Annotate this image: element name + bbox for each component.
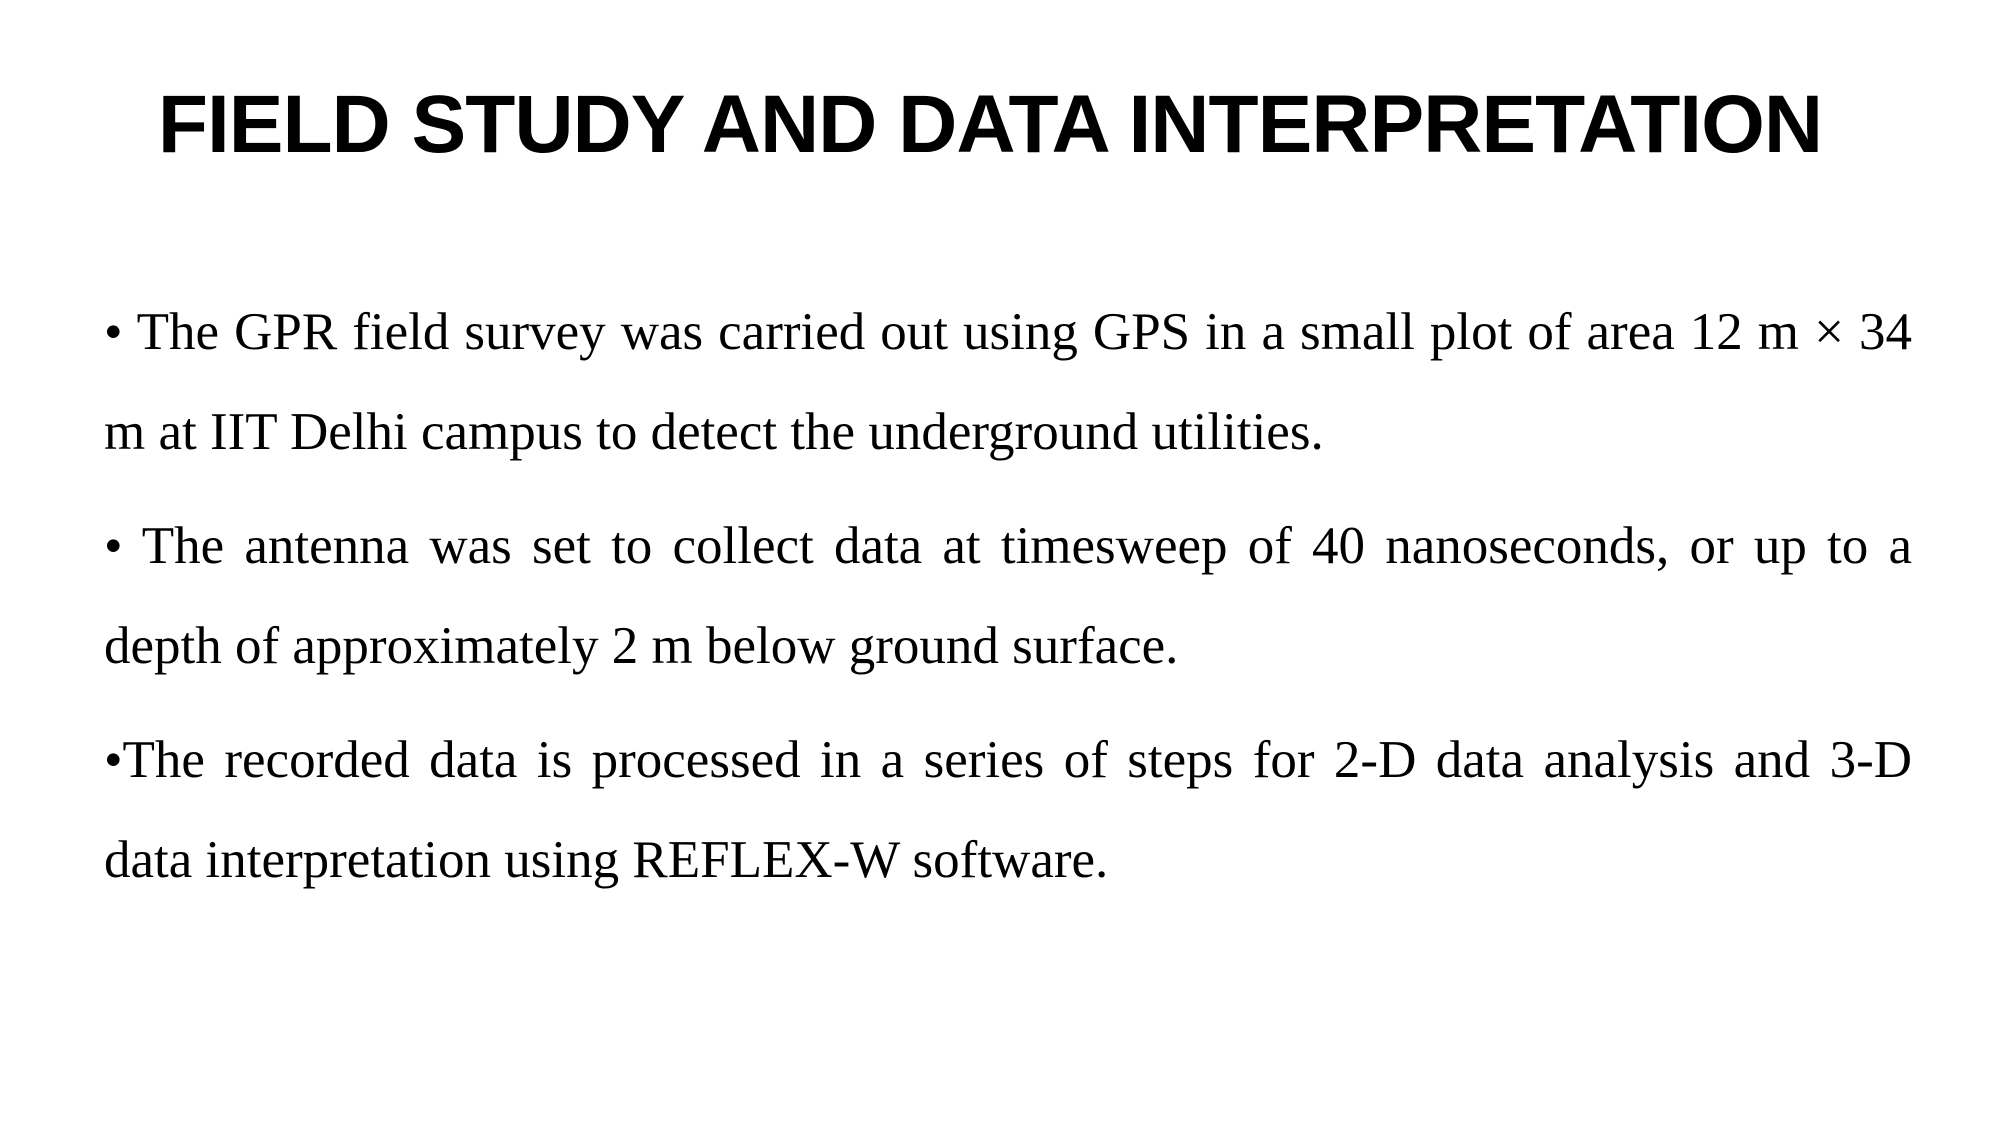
bullet-item: •The recorded data is processed in a series of steps for 2-D data analysis and 3-D data interpretation using REFLEX-W software. [104,731,1912,889]
bullet-list [104,282,1912,924]
bullet-item: • The antenna was set to collect data at timesweep of 40 nanoseconds, or up to a depth of approximately 2 m below ground surface. [104,517,1912,675]
bullet-item: • The GPR field survey was carried out using GPS in a small plot of area 12 m × 34 m at IIT Delhi campus to detect the underground utilities. [104,303,1912,461]
slide-title: FIELD STUDY AND DATA INTERPRETATION [157,79,1823,170]
